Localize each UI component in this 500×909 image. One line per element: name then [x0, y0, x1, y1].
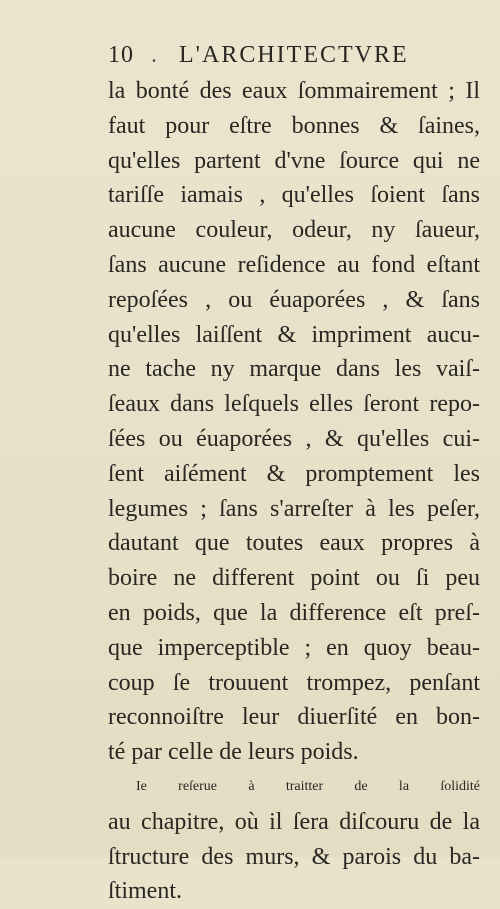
text-line: boire ne different point ou ſi peu: [108, 565, 480, 592]
header-separator: .: [151, 42, 158, 68]
text-line: Ie reſerue à traitter de la ſolidité: [136, 778, 480, 794]
text-line: ſées ou éuaporées , & qu'elles cui-: [108, 425, 480, 452]
text-line: ne tache ny marque dans les vaiſ-: [108, 356, 480, 383]
text-line: ſtiment.: [108, 878, 182, 905]
body-text: [108, 74, 480, 909]
text-line: aucune couleur, odeur, ny ſaueur,: [108, 217, 480, 244]
text-line: repoſées , ou éuaporées , & ſans: [108, 286, 480, 313]
text-line: té par celle de leurs poids.: [108, 739, 359, 766]
running-head: L'ARCHITECTVRE: [179, 42, 409, 68]
text-line: tariſſe iamais , qu'elles ſoient ſans: [108, 182, 480, 209]
text-line: ſans aucune reſidence au fond eſtant: [108, 251, 480, 278]
text-line: ſeaux dans leſquels elles ſeront repo-: [108, 391, 480, 418]
text-line: dautant que toutes eaux propres à: [108, 530, 480, 557]
page-header: [108, 38, 472, 72]
text-line: coup ſe trouuent trompez, penſant: [108, 669, 480, 696]
text-line: ſent aiſément & promptement les: [108, 460, 480, 487]
text-line: la bonté des eaux ſommairement ; Il: [108, 78, 480, 104]
text-line: que imperceptible ; en quoy beau-: [108, 634, 480, 661]
text-line: reconnoiſtre leur diuerſité en bon-: [108, 704, 480, 731]
text-line: en poids, que la difference eſt preſ-: [108, 599, 480, 626]
text-line: qu'elles partent d'vne ſource qui ne: [108, 147, 480, 174]
text-line: ſtructure des murs, & parois du ba-: [108, 843, 480, 870]
text-line: qu'elles laiſſent & impriment aucu-: [108, 321, 480, 348]
page-number: 10: [108, 42, 134, 68]
text-line: faut pour eſtre bonnes & ſaines,: [108, 112, 480, 139]
text-line: legumes ; ſans s'arreſter à les peſer,: [108, 495, 480, 522]
text-line: au chapitre, où il ſera diſcouru de la: [108, 808, 480, 835]
